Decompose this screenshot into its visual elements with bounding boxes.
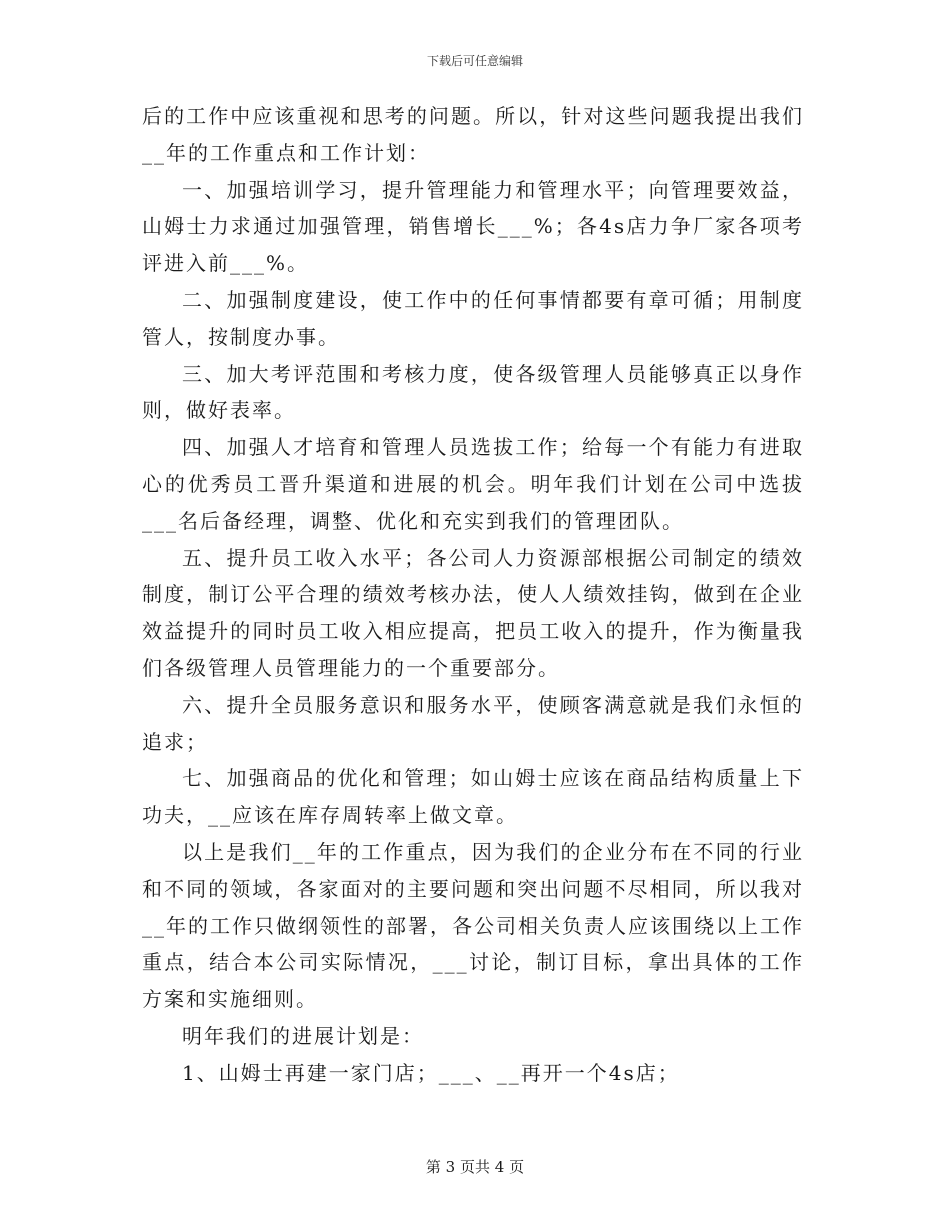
- paragraph-item-6: 六、提升全员服务意识和服务水平，使顾客满意就是我们永恒的追求；: [142, 692, 804, 754]
- paragraph-plan-item-1: 1、山姆士再建一家门店；___、__再开一个4s店；: [182, 1060, 680, 1085]
- paragraph-item-5: 五、提升员工收入水平；各公司人力资源部根据公司制定的绩效制度，制订公平合理的绩效考核办法，使人人绩效挂钩，做到在企业效益提升的同时员工收入相应提高，把员工收入的提升，作为衡量我们各级管理人员管理能力的一个重要部分。: [142, 545, 804, 680]
- page-number: 第 3 页共 4 页: [425, 1158, 525, 1176]
- paragraph-item-2: 二、加强制度建设，使工作中的任何事情都要有章可循；用制度管人，按制度办事。: [142, 287, 804, 349]
- paragraph-item-4: 四、加强人才培育和管理人员选拔工作；给每一个有能力有进取心的优秀员工晋升渠道和进展的机会。明年我们计划在公司中选拔___名后备经理，调整、优化和充实到我们的管理团队。: [142, 435, 804, 533]
- paragraph-item-7: 七、加强商品的优化和管理；如山姆士应该在商品结构质量上下功夫，__应该在库存周转率上做文章。: [142, 766, 804, 828]
- paragraph-summary: 以上是我们__年的工作重点，因为我们的企业分布在不同的行业和不同的领域，各家面对的主要问题和突出问题不尽相同，所以我对__年的工作只做纲领性的部署，各公司相关负责人应该围绕以上工作重点，结合本公司实际情况，___讨论，制订目标，拿出具体的工作方案和实施细则。: [142, 839, 804, 1012]
- paragraph-item-1: 一、加强培训学习，提升管理能力和管理水平；向管理要效益，山姆士力求通过加强管理，销售增长___%；各4s店力争厂家各项考评进入前___%。: [142, 177, 804, 276]
- paragraph-plan-heading: 明年我们的进展计划是：: [182, 1023, 424, 1048]
- page-header: 下载后可任意编辑: [426, 54, 523, 68]
- paragraph-item-3: 三、加大考评范围和考核力度，使各级管理人员能够真正以身作则，做好表率。: [142, 361, 804, 423]
- paragraph-continuation: 后的工作中应该重视和思考的问题。所以，针对这些问题我提出我们__年的工作重点和工作计划：: [142, 104, 804, 165]
- document-body: [142, 98, 804, 1092]
